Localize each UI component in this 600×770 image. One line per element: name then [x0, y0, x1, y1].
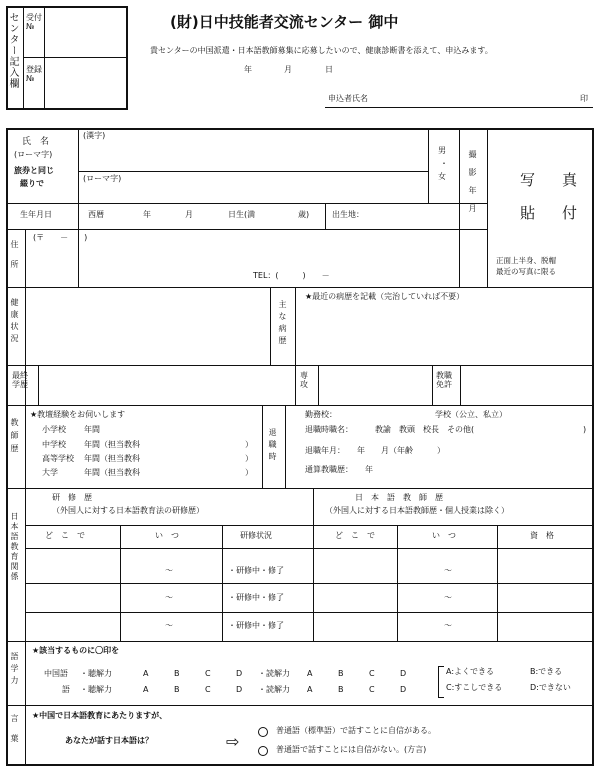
address-label: 住所: [10, 240, 19, 280]
training-tilde-1: ～: [165, 566, 173, 575]
position-end: ): [583, 425, 587, 434]
other-read-d[interactable]: D: [400, 685, 407, 694]
health-status-field[interactable]: [28, 290, 266, 362]
teacher-tilde-2: ～: [444, 593, 452, 602]
teacher-history-subtitle: （外国人に対する日本語教師歴・個人授業は除く）: [325, 506, 509, 515]
option-confident-radio[interactable]: [258, 727, 268, 737]
other-listening: ・聴解力: [80, 685, 112, 694]
applicant-label: 申込者氏名: [328, 94, 368, 103]
other-reading: ・読解力: [258, 685, 290, 694]
school-junior: 中学校: [42, 440, 66, 449]
romaji-label: (ローマ字): [83, 174, 122, 183]
birthplace-label: 出生地：: [332, 210, 364, 219]
address-field[interactable]: [30, 246, 450, 266]
birth-era: 西暦: [88, 210, 104, 219]
health-label: 健康状況: [10, 298, 19, 346]
major-field[interactable]: [322, 368, 428, 402]
kanji-label: (漢字): [83, 131, 106, 140]
workplace-label: 勤務校：: [305, 410, 337, 419]
speech-question-1: ★中国で日本語教育にあたりますが、: [32, 711, 168, 720]
school-high: 高等学校: [42, 454, 74, 463]
position-options[interactable]: 教諭 教頭 校長 その他(: [375, 425, 475, 434]
register-number-field[interactable]: [46, 60, 124, 106]
option-not-confident: 普通語で話すことには自信がない。(方言): [276, 745, 427, 754]
speech-label: 言葉: [10, 714, 19, 754]
receipt-label: 受付№: [26, 13, 42, 31]
language-label: 語学力: [10, 652, 19, 688]
speech-question-2: あなたが話す日本語は？: [65, 736, 153, 745]
option-confident: 普通語（標準語）で話すことに自信がある。: [276, 726, 436, 735]
teacher-tilde-1: ～: [444, 566, 452, 575]
years-university: 年間（担当教科: [84, 468, 140, 477]
col-where-teacher: ど こ で: [335, 531, 375, 540]
photo-text-2: 貼 付: [520, 204, 584, 222]
legend-a: A:よくできる: [446, 667, 495, 676]
teaching-label: 教師歴: [10, 418, 19, 457]
illness-history-field[interactable]: [300, 306, 590, 362]
col-when-training: い つ: [155, 531, 179, 540]
training-status-2[interactable]: ・研修中・修了: [228, 593, 284, 602]
school-elementary: 小学校: [42, 425, 66, 434]
register-label: 登録№: [26, 65, 42, 83]
teacher-history-title: 日 本 語 教 師 歴: [355, 493, 443, 502]
chinese-listening: ・聴解力: [80, 669, 112, 678]
legend-d: D:できない: [530, 683, 571, 692]
license-label: 教職免許: [436, 371, 452, 389]
chinese-read-a[interactable]: A: [307, 669, 313, 678]
language-intro: ★該当するものに〇印を: [32, 646, 120, 655]
other-listen-d[interactable]: D: [236, 685, 243, 694]
chinese-read-c[interactable]: C: [369, 669, 375, 678]
postal-code-label: (〒 － ): [33, 233, 88, 242]
retire-label: 退職時: [268, 428, 277, 464]
other-read-a[interactable]: A: [307, 685, 313, 694]
birth-year: 年: [143, 210, 151, 219]
note-university: ）: [245, 468, 253, 477]
photo-date-label: 撮影年月: [468, 150, 477, 222]
date-month: 月: [284, 65, 292, 74]
legend-c: C:すこしできる: [446, 683, 503, 692]
date-day: 日: [325, 65, 333, 74]
years-high: 年間（担当教科: [84, 454, 140, 463]
training-subtitle: （外国人に対する日本語教育法の研修歴）: [52, 506, 204, 515]
col-qualification: 資 格: [530, 531, 554, 540]
chinese-listen-d[interactable]: D: [236, 669, 243, 678]
training-tilde-3: ～: [165, 621, 173, 630]
chinese-listen-a[interactable]: A: [143, 669, 149, 678]
col-status: 研修状況: [240, 531, 272, 540]
chinese-read-d[interactable]: D: [400, 669, 407, 678]
other-language-field[interactable]: [36, 683, 60, 695]
seal-mark: 印: [580, 94, 588, 103]
training-status-1[interactable]: ・研修中・修了: [228, 566, 284, 575]
retire-year-label: 退職年月： 年 月（年齢 ）: [305, 446, 445, 455]
col-where-training: ど こ で: [45, 531, 85, 540]
kanji-name-field[interactable]: [82, 144, 422, 168]
office-side-label: センター記入欄: [7, 12, 18, 89]
name-label: 氏 名: [22, 137, 50, 147]
romaji-name-field[interactable]: [82, 186, 422, 201]
date-year: 年: [244, 65, 252, 74]
school-type: 学校（公立、私立）: [435, 410, 507, 419]
receipt-number-field[interactable]: [46, 9, 124, 55]
teacher-tilde-3: ～: [444, 621, 452, 630]
workplace-field[interactable]: [345, 409, 430, 421]
photo-note-1: 正面上半身、脱帽: [496, 256, 556, 265]
application-statement: 貴センターの中国派遣・日本語教師募集に応募したいので、健康診断書を添えて、申込みます。: [150, 46, 493, 55]
note-junior: ）: [245, 440, 253, 449]
education-field[interactable]: [42, 368, 270, 402]
sex-male[interactable]: 男: [438, 146, 446, 155]
years-junior: 年間（担当教科: [84, 440, 140, 449]
legend-b: B:できる: [530, 667, 563, 676]
school-university: 大学: [42, 468, 58, 477]
tel-label: TEL：( ) －: [253, 271, 330, 280]
birth-age-end: 歳): [298, 210, 310, 219]
education-label: 最終学歴: [12, 371, 28, 389]
chinese-listen-b[interactable]: B: [174, 669, 180, 678]
years-elementary: 年間: [84, 425, 100, 434]
applicant-name-field[interactable]: [380, 90, 575, 106]
photo-text-1: 写 真: [520, 171, 584, 189]
col-when-teacher: い つ: [432, 531, 456, 540]
other-language-label: 語: [62, 685, 70, 694]
birth-day-age: 日生(満: [228, 210, 256, 219]
other-read-b[interactable]: B: [338, 685, 344, 694]
passport-note-2: 綴りで: [20, 179, 44, 188]
option-not-confident-radio[interactable]: [258, 746, 268, 756]
chinese-read-b[interactable]: B: [338, 669, 344, 678]
note-high: ）: [245, 454, 253, 463]
sex-female[interactable]: 女: [438, 172, 446, 181]
birth-month: 月: [185, 210, 193, 219]
chinese-label: 中国語: [44, 669, 68, 678]
training-status-3[interactable]: ・研修中・修了: [228, 621, 284, 630]
major-label: 専攻: [300, 371, 308, 389]
other-read-c[interactable]: C: [369, 685, 375, 694]
sex-dot: ・: [440, 159, 448, 168]
recent-illness-note: ★最近の病歴を記載（完治していれば不要）: [305, 292, 465, 301]
chinese-listen-c[interactable]: C: [205, 669, 211, 678]
photo-note-2: 最近の写真に限る: [496, 267, 556, 276]
passport-note-1: 旅券と同じ: [14, 166, 54, 175]
other-listen-a[interactable]: A: [143, 685, 149, 694]
training-title: 研 修 歴: [52, 493, 92, 502]
form-title: (財)日中技能者交流センター 御中: [170, 13, 399, 31]
other-listen-c[interactable]: C: [205, 685, 211, 694]
teaching-intro: ★教壇経験をお伺いします: [30, 410, 126, 419]
name-label-romaji: (ローマ字): [14, 150, 53, 159]
birthplace-field[interactable]: [372, 207, 456, 225]
training-tilde-2: ～: [165, 593, 173, 602]
license-field[interactable]: [464, 368, 590, 402]
chinese-reading: ・読解力: [258, 669, 290, 678]
illness-history-label: 主な病歴: [278, 300, 287, 348]
other-listen-b[interactable]: B: [174, 685, 180, 694]
arrow-icon: ⇨: [226, 732, 240, 751]
japanese-edu-label: 日本語教育関係: [10, 512, 19, 582]
grade-legend-bracket: [438, 666, 444, 698]
total-years-label: 通算教職歴： 年: [305, 465, 373, 474]
position-label: 退職時職名：: [305, 425, 353, 434]
birth-label: 生年月日: [20, 210, 52, 219]
